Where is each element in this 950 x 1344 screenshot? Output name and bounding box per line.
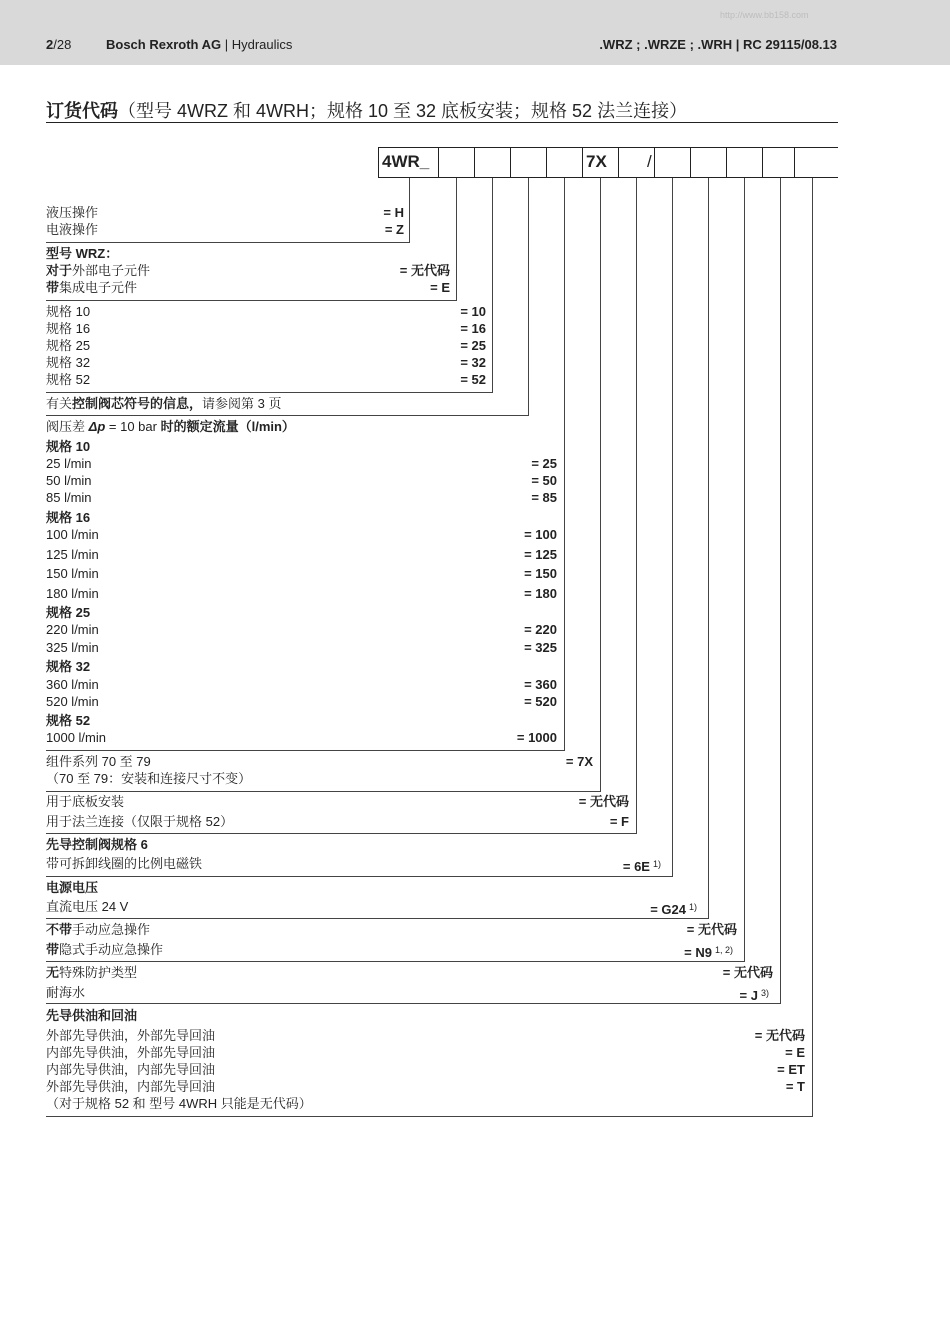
connector-line	[672, 178, 673, 876]
option-code: = Z	[384, 222, 404, 237]
option-label: 85 l/min	[46, 490, 92, 505]
option-label: 带集成电子元件	[46, 280, 138, 295]
connector-line	[744, 178, 745, 961]
company-name: Bosch Rexroth AG | Hydraulics	[106, 37, 293, 52]
option-label: 规格 10	[46, 304, 91, 319]
connector-line	[456, 178, 457, 300]
code-prefix-text: 4WR_	[382, 152, 430, 171]
connector-line	[812, 178, 813, 1116]
option-label: 25 l/min	[46, 456, 92, 471]
option-code: = 220	[524, 622, 557, 637]
option-label: 150 l/min	[46, 566, 99, 581]
option-code: = T	[785, 1079, 805, 1094]
group-separator	[46, 1003, 781, 1004]
option-code: = G24 $^{1)}$	[650, 902, 697, 917]
option-label: 外部先导供油，内部先导回油	[46, 1079, 216, 1094]
connector-line	[528, 178, 529, 415]
group-heading: 先导控制阀规格 6	[46, 837, 148, 852]
option-code: = 85	[531, 490, 557, 505]
connector-line	[600, 178, 601, 791]
option-label: 125 l/min	[46, 547, 99, 562]
option-label: 内部先导供油，外部先导回油	[46, 1045, 216, 1060]
code-slash-text: /	[647, 152, 652, 171]
option-code: = 1000	[516, 730, 557, 745]
option-code: = 25	[460, 338, 486, 353]
group-heading: 规格 16	[46, 510, 91, 525]
section-title: 订货代码（型号 4WRZ 和 4WRH；规格 10 至 32 底板安装；规格 52 法兰连接）	[46, 101, 688, 121]
option-label: 规格 32	[46, 355, 91, 370]
option-label: 用于法兰连接（仅限于规格 52）	[46, 814, 234, 829]
option-code: = 16	[460, 321, 486, 336]
option-label: 电液操作	[46, 222, 99, 237]
group-heading: 电源电压	[46, 880, 99, 895]
option-code: = 无代码	[686, 922, 737, 937]
group-separator	[46, 415, 529, 416]
option-code: = 100	[524, 527, 557, 542]
code-box-size	[510, 147, 547, 178]
option-code: = 25	[531, 456, 557, 471]
option-label: 带隐式手动应急操作	[46, 942, 164, 957]
option-code: = 180	[524, 586, 557, 601]
code-box-emergency	[726, 147, 763, 178]
group-separator	[46, 242, 410, 243]
option-code: = 150	[524, 566, 557, 581]
code-box-protection	[762, 147, 795, 178]
option-code: = 50	[531, 473, 557, 488]
connector-line	[780, 178, 781, 1003]
option-note: （70 至 79：安装和连接尺寸不变）	[46, 771, 252, 786]
group-heading: 规格 52	[46, 713, 91, 728]
option-code: = ET	[777, 1062, 805, 1077]
option-label: 180 l/min	[46, 586, 99, 601]
option-code: = 无代码	[722, 965, 773, 980]
option-label: 规格 25	[46, 338, 91, 353]
option-label: 规格 16	[46, 321, 91, 336]
option-label: 耐海水	[46, 985, 86, 1000]
title-underline	[46, 122, 838, 123]
option-code: = F	[609, 814, 629, 829]
option-note: （对于规格 52 和 型号 4WRH 只能是无代码）	[46, 1096, 312, 1111]
option-code: = 7X	[565, 754, 593, 769]
group-separator	[46, 876, 673, 877]
group-heading: 规格 10	[46, 439, 91, 454]
flow-heading: 阀压差 Δp = 10 bar 时的额定流量（l/min）	[46, 419, 295, 434]
document-reference: .WRZ ; .WRZE ; .WRH | RC 29115/08.13	[599, 37, 837, 52]
group-heading: 先导供油和回油	[46, 1008, 138, 1023]
option-code: = 325	[524, 640, 557, 655]
option-label: 360 l/min	[46, 677, 99, 692]
group-heading: 规格 25	[46, 605, 91, 620]
option-code: = E	[430, 280, 450, 295]
group-separator	[46, 392, 493, 393]
spool-info-text: 有关控制阀芯符号的信息，请参阅第 3 页	[46, 396, 282, 411]
option-code: = 无代码	[754, 1028, 805, 1043]
connector-line	[564, 178, 565, 750]
option-code: = 520	[524, 694, 557, 709]
group-separator	[46, 791, 601, 792]
option-label: 组件系列 70 至 79	[46, 754, 151, 769]
watermark-url: http://www.bb158.com	[720, 10, 809, 20]
option-label: 1000 l/min	[46, 730, 106, 745]
page-number: 2/28	[46, 37, 72, 52]
code-box-spool	[546, 147, 583, 178]
group-separator	[46, 918, 709, 919]
code-box-operation	[438, 147, 475, 178]
option-label: 325 l/min	[46, 640, 99, 655]
code-box-pilot-oil	[794, 147, 838, 178]
page-header	[0, 0, 950, 65]
group-separator	[46, 1116, 813, 1117]
connector-line	[708, 178, 709, 918]
group-separator	[46, 833, 637, 834]
option-label: 用于底板安装	[46, 794, 125, 809]
option-code: = 6E $^{1)}$	[622, 859, 661, 874]
option-label: 液压操作	[46, 205, 99, 220]
option-label: 对于外部电子元件	[46, 263, 151, 278]
option-code: = 125	[524, 547, 557, 562]
option-code: = 360	[524, 677, 557, 692]
option-label: 220 l/min	[46, 622, 99, 637]
option-label: 带可拆卸线圈的比例电磁铁	[46, 856, 203, 871]
connector-line	[492, 178, 493, 392]
code-box-electronics	[474, 147, 511, 178]
option-label: 520 l/min	[46, 694, 99, 709]
option-code: = H	[383, 205, 404, 220]
code-box-voltage	[690, 147, 727, 178]
option-code: = E	[785, 1045, 805, 1060]
option-code: = 无代码	[578, 794, 629, 809]
option-label: 规格 52	[46, 372, 91, 387]
group-separator	[46, 750, 565, 751]
group-heading: 规格 32	[46, 659, 91, 674]
option-code: = 10	[460, 304, 486, 319]
option-code: = 52	[460, 372, 486, 387]
connector-line	[636, 178, 637, 833]
option-code: = N9 $^{1, 2)}$	[684, 945, 733, 960]
option-label: 50 l/min	[46, 473, 92, 488]
option-code: = 无代码	[399, 263, 450, 278]
option-label: 内部先导供油，内部先导回油	[46, 1062, 216, 1077]
group-heading: 型号 WRZ：	[46, 246, 119, 261]
code-box-pilot	[654, 147, 691, 178]
option-code: = 32	[460, 355, 486, 370]
option-label: 无特殊防护类型	[46, 965, 138, 980]
connector-line	[409, 178, 410, 242]
group-separator	[46, 961, 745, 962]
option-label: 100 l/min	[46, 527, 99, 542]
option-label: 外部先导供油，外部先导回油	[46, 1028, 216, 1043]
option-code: = J $^{3)}$	[739, 988, 769, 1003]
option-label: 直流电压 24 V	[46, 899, 129, 914]
code-series-text: 7X	[586, 152, 607, 171]
group-separator	[46, 300, 457, 301]
option-label: 不带手动应急操作	[46, 922, 151, 937]
